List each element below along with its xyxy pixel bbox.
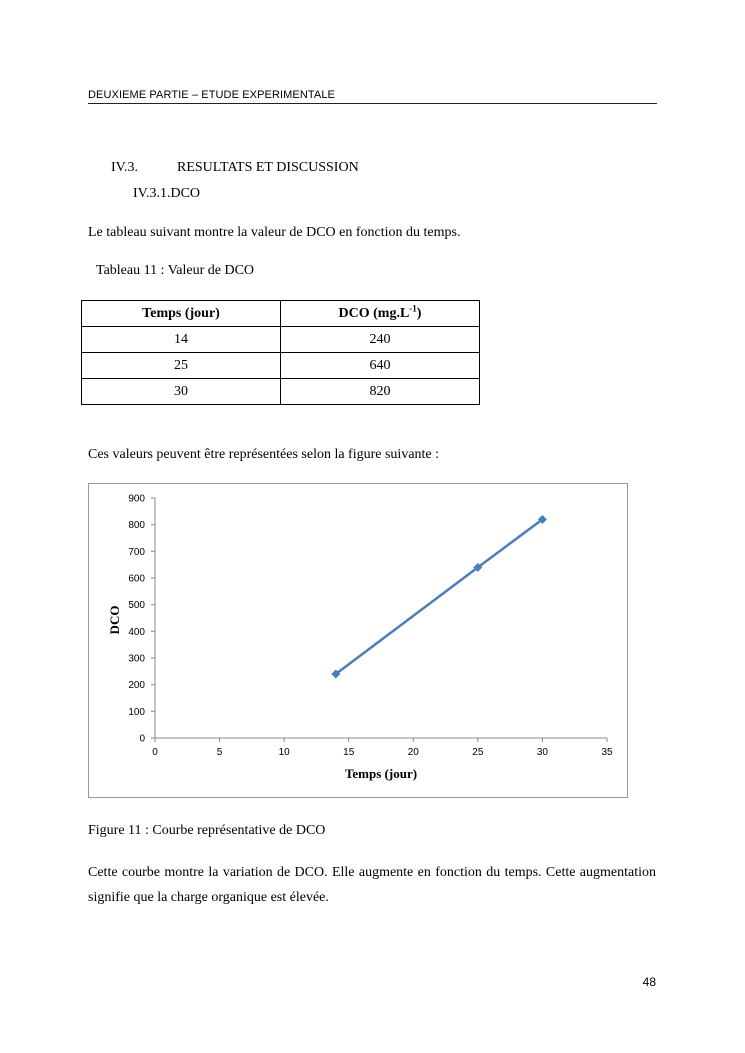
y-tick-label: 400 xyxy=(128,626,145,638)
subsection-number: IV.3.1. xyxy=(133,186,171,201)
x-tick-label: 25 xyxy=(472,747,484,758)
x-tick-label: 15 xyxy=(343,747,355,758)
y-tick-label: 200 xyxy=(128,680,145,692)
y-tick-label: 500 xyxy=(128,600,145,612)
y-tick-label: 900 xyxy=(128,493,145,505)
conclusion-paragraph: Cette courbe montre la variation de DCO. Elle augmente en fonction du temps. Cette augmentation signifie que la charge organique est élevée. xyxy=(88,865,656,905)
x-tick-label: 5 xyxy=(216,747,223,758)
x-tick-label: 20 xyxy=(407,747,419,758)
chart-intro: Ces valeurs peuvent être représentées selon la figure suivante : xyxy=(88,447,440,462)
subsection-title: DCO xyxy=(170,186,201,201)
y-tick-label: 800 xyxy=(128,520,145,532)
dco-table xyxy=(81,300,480,405)
section-number: IV.3. xyxy=(111,160,138,175)
table-header-row xyxy=(82,301,480,327)
dco-line-chart xyxy=(89,484,627,797)
running-header: DEUXIEME PARTIE – ETUDE EXPERIMENTALE xyxy=(88,89,335,101)
table-caption: Tableau 11 : Valeur de DCO xyxy=(96,263,255,278)
x-tick-label: 10 xyxy=(278,747,290,758)
series-line xyxy=(336,519,543,674)
y-tick-label: 700 xyxy=(128,546,145,558)
x-tick-label: 35 xyxy=(601,747,613,758)
header-rule xyxy=(88,103,657,104)
table-row xyxy=(82,327,480,353)
cell-temps: 30 xyxy=(82,379,281,405)
chart-frame xyxy=(88,483,628,798)
y-tick-label: 0 xyxy=(139,733,145,745)
intro-paragraph: Le tableau suivant montre la valeur de DCO en fonction du temps. xyxy=(88,225,461,240)
cell-temps: 25 xyxy=(82,353,281,379)
subsection-heading xyxy=(133,185,200,203)
y-tick-label: 100 xyxy=(128,706,145,718)
x-tick-label: 30 xyxy=(536,747,548,758)
cell-dco: 640 xyxy=(281,353,480,379)
y-tick-label: 600 xyxy=(128,573,145,585)
cell-dco: 240 xyxy=(281,327,480,353)
y-tick-label: 300 xyxy=(128,653,145,665)
table-row xyxy=(82,379,480,405)
header-dco: DCO $(mg.L^{-1})$ xyxy=(281,301,480,327)
x-axis-title: Temps (jour) xyxy=(344,766,418,781)
x-tick-label: 0 xyxy=(152,747,158,758)
page-number: 48 xyxy=(642,975,656,989)
section-title: RESULTATS ET DISCUSSION xyxy=(177,160,359,175)
table-row xyxy=(82,353,480,379)
cell-temps: 14 xyxy=(82,327,281,353)
cell-dco: 820 xyxy=(281,379,480,405)
y-axis-title: DCO xyxy=(107,605,122,635)
header-temps: Temps (jour) xyxy=(82,301,281,327)
figure-caption: Figure 11 : Courbe représentative de DCO xyxy=(88,823,326,838)
